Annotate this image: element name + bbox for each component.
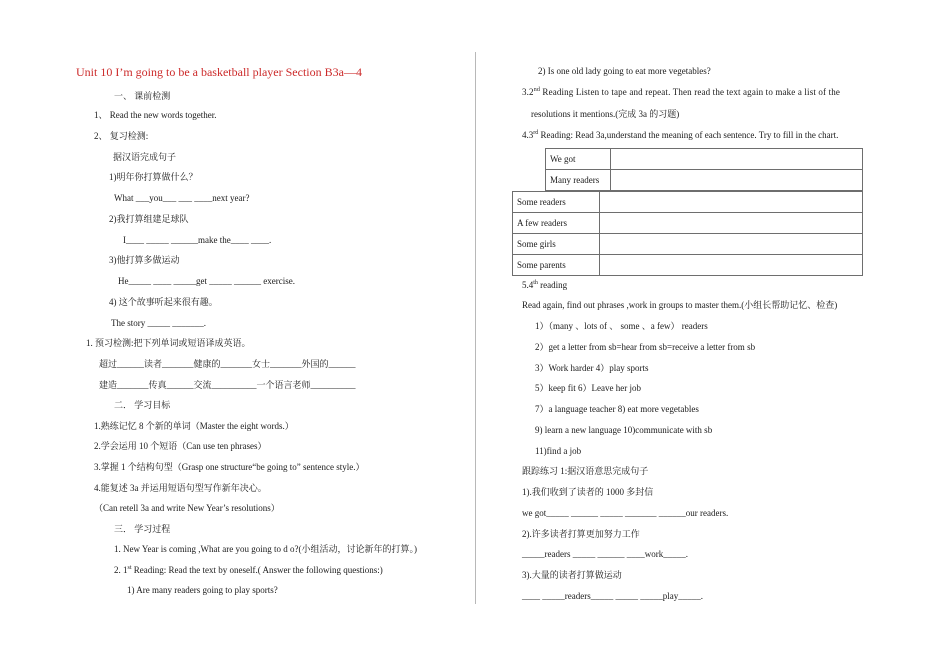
text-line: 2)我打算组建足球队 xyxy=(109,214,189,224)
text-line: 跟踪练习 1:据汉语意思完成句子 xyxy=(522,466,649,476)
answer-cell[interactable] xyxy=(611,170,863,191)
text-line: 2）get a letter from sb=hear from sb=receive a letter from sb xyxy=(535,342,756,352)
answer-cell[interactable] xyxy=(600,213,863,234)
text-line: The story _____ _______. xyxy=(111,318,206,328)
text-line: What ___you___ ___ ____next year? xyxy=(114,193,250,203)
text-line: 4) 这个故事听起来很有趣。 xyxy=(109,297,218,307)
text-line: 1）（many 、lots of 、 some 、a few） readers xyxy=(535,321,708,331)
column-divider xyxy=(475,52,476,604)
text-line: 2.学会运用 10 个短语（Can use ten phrases） xyxy=(94,441,267,451)
table-row xyxy=(546,170,863,191)
text-line: 据汉语完成句子 xyxy=(113,152,177,162)
section-heading: 三． 学习过程 xyxy=(114,524,171,534)
text-line: 11)find a job xyxy=(535,446,582,456)
row-label: Some girls xyxy=(513,234,600,255)
answer-cell[interactable] xyxy=(611,149,863,170)
text-line: I____ _____ ______make the____ ____. xyxy=(123,235,272,245)
text-line: 超过______读者_______健康的_______女士_______外国的______ xyxy=(99,359,356,369)
text-line: _____readers _____ ______ ____work_____. xyxy=(522,549,688,559)
page-title: Unit 10 I’m going to be a basketball player Section B3a—4 xyxy=(76,65,362,79)
row-label: Some parents xyxy=(513,255,600,276)
text-line: 建造_______传真______交流__________一个语言老师__________ xyxy=(99,380,356,390)
text-line: He_____ ____ _____get _____ ______ exercise. xyxy=(118,276,295,286)
answer-cell[interactable] xyxy=(600,255,863,276)
section-heading: 一、 课前检测 xyxy=(114,91,171,101)
text-line: 2).许多读者打算更加努力工作 xyxy=(522,529,640,539)
text-line: resolutions it mentions.(完成 3a 的习题) xyxy=(531,109,680,119)
text-line: 2) Is one old lady going to eat more vegetables? xyxy=(538,66,711,76)
text-line: 4.3rd Reading: Read 3a,understand the meaning of each sentence. Try to fill in the chart. xyxy=(522,130,839,140)
text-line: 7）a language teacher 8) eat more vegetables xyxy=(535,404,699,414)
text-line: 1. 预习检测:把下列单词或短语译成英语。 xyxy=(86,338,251,348)
row-label: We got xyxy=(546,149,611,170)
reading-chart xyxy=(545,148,863,191)
text-line: 5）keep fit 6）Leave her job xyxy=(535,383,641,393)
text-line: （Can retell 3a and write New Year’s resolutions） xyxy=(94,503,280,513)
text-line: 3.2nd Reading Listen to tape and repeat. Then read the text again to make a list of the xyxy=(522,87,841,97)
row-label: A few readers xyxy=(513,213,600,234)
text-line: ____ _____readers_____ _____ _____play_____. xyxy=(522,591,703,601)
text-line: 3).大量的读者打算做运动 xyxy=(522,570,622,580)
answer-cell[interactable] xyxy=(600,192,863,213)
text-line: 2、 复习检测: xyxy=(94,131,149,141)
text-line: 1) Are many readers going to play sports? xyxy=(127,585,278,595)
text-line: we got_____ ______ _____ _______ ______our readers. xyxy=(522,508,729,518)
text-line: Read again, find out phrases ,work in groups to master them.(小组长帮助记忆、检查) xyxy=(522,300,838,310)
text-line: 3.掌握 1 个结构句型（Grasp one structure“be going to” sentence style.） xyxy=(94,462,365,472)
table-row xyxy=(513,255,863,276)
text-line: 3）Work harder 4）play sports xyxy=(535,363,649,373)
table-row xyxy=(513,192,863,213)
text-line: 1.熟练记忆 8 个新的单词（Master the eight words.） xyxy=(94,421,294,431)
answer-cell[interactable] xyxy=(600,234,863,255)
text-line: 4.能复述 3a 并运用短语句型写作新年决心。 xyxy=(94,483,267,493)
reading-chart-lower xyxy=(512,191,863,276)
text-line: 5.4th reading xyxy=(522,280,568,290)
text-line: 3)他打算多做运动 xyxy=(109,255,180,265)
text-line: 9) learn a new language 10)communicate with sb xyxy=(535,425,713,435)
text-line: 1、 Read the new words together. xyxy=(94,110,217,120)
text-line: 1. New Year is coming ,What are you going to d o?(小组活动，讨论新年的打算。) xyxy=(114,544,417,554)
row-label: Many readers xyxy=(546,170,611,191)
text-line: 1).我们收到了读者的 1000 多封信 xyxy=(522,487,654,497)
text-line: 2. 1st Reading: Read the text by oneself.( Answer the following questions:) xyxy=(114,565,383,575)
table-row xyxy=(546,149,863,170)
table-row xyxy=(513,234,863,255)
section-heading: 二． 学习目标 xyxy=(114,400,171,410)
table-row xyxy=(513,213,863,234)
row-label: Some readers xyxy=(513,192,600,213)
text-line: 1)明年你打算做什么？ xyxy=(109,172,198,182)
